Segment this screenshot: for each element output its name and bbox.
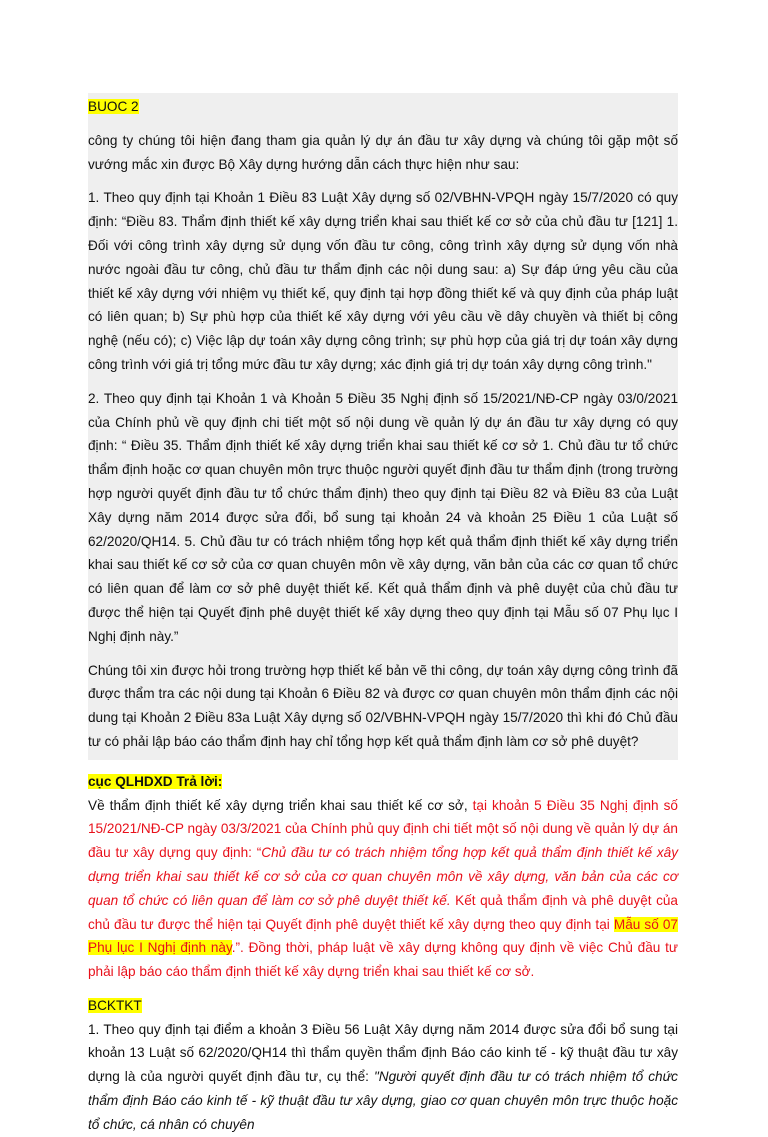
paragraph-2: 2. Theo quy định tại Khoản 1 và Khoản 5 Điều 35 Nghị định số 15/2021/NĐ-CP ngày 03/0/2021 của Chính phủ về quy định chi tiết một số nội dung về quản lý dự án đầu tư xây dựng có quy định: “ Điều 35. Thẩm định thiết kế xây dựng triển khai sau thiết kế cơ sở 1. Chủ đầu tư tổ chức thẩm định hoặc cơ quan chuyên môn trực thuộc người quyết định đầu tư thẩm định (trong trường hợp người quyết định đầu tư tổ chức thẩm định) theo quy định tại Điều 82 và Điều 83 của Luật Xây dựng năm 2014 được sửa đổi, bổ sung tại khoản 24 và khoản 25 Điều 1 của Luật số 62/2020/QH14. 5. Chủ đầu tư có trách nhiệm tổng hợp kết quả thẩm định thiết kế xây dựng triển khai sau thiết kế cơ sở của cơ quan chuyên môn về xây dựng, văn bản của các cơ quan tổ chức có liên quan để làm cơ sở phê duyệt thiết kế. Kết quả thẩm định và phê duyệt của chủ đầu tư được thể hiện tại Quyết định phê duyệt thiết kế xây dựng theo quy định tại Mẫu số 07 Phụ lục I Nghị định này.” xyxy=(88,390,678,644)
answer-closing: .”. Đồng thời, pháp luật về xây dựng không quy định về việc Chủ đầu tư phải lập báo cáo thẩm định thiết kế xây dựng triển khai sau thiết kế cơ sở. xyxy=(88,940,678,980)
document-body xyxy=(88,93,678,1137)
answer-paragraph xyxy=(88,794,678,984)
question-section xyxy=(88,93,678,760)
bcktkt-paragraph xyxy=(88,1018,678,1137)
answer-reference: tại khoản 5 Điều 35 Nghị định số 15/2021/NĐ-CP ngày 03/3/2021 của Chính phủ quy định chi tiết một số nội dung về quản lý dự án đầu tư xây dựng quy định: “ xyxy=(88,797,678,861)
answer-quote-tail: Kết quả thẩm định và phê duyệt của chủ đầu tư được thể hiện tại Quyết định phê duyệt thiết kế xây dựng theo quy định tại xyxy=(88,892,678,932)
answer-lead: Về thẩm định thiết kế xây dựng triển khai sau thiết kế cơ sở, xyxy=(88,797,473,813)
answer-heading: cục QLHDXD Trả lời: xyxy=(88,773,223,789)
bcktkt-heading: BCKTKT xyxy=(88,997,142,1013)
answer-quote: Chủ đầu tư có trách nhiệm tổng hợp kết quả thẩm định thiết kế xây dựng triển khai sau thiết kế cơ sở của cơ quan chuyên môn về xây dựng, văn bản của các cơ quan tổ chức có liên quan để làm cơ sở phê duyệt thiết kế. xyxy=(88,845,678,908)
question-paragraph: Chúng tôi xin được hỏi trong trường hợp thiết kế bản vẽ thi công, dự toán xây dựng công trình đã được thẩm tra các nội dung tại Khoản 6 Điều 82 và được cơ quan chuyên môn thẩm định các nội dung tại Khoản 2 Điều 83a Luật Xây dựng số 02/VBHN-VPQH ngày 15/7/2020 thì khi đó Chủ đầu tư có phải lập báo cáo thẩm định hay chỉ tổng hợp kết quả thẩm định làm cơ sở phê duyệt? xyxy=(88,662,678,749)
step-heading: BUOC 2 xyxy=(88,99,139,114)
bcktkt-quote: "Người quyết định đầu tư có trách nhiệm tổ chức thẩm định Báo cáo kinh tế - kỹ thuật đầu tư xây dựng, giao cơ quan chuyên môn trực thuộc hoặc tổ chức, cá nhân có chuyên xyxy=(88,1069,678,1132)
intro-paragraph: công ty chúng tôi hiện đang tham gia quản lý dự án đầu tư xây dựng và chúng tôi gặp một số vướng mắc xin được Bộ Xây dựng hướng dẫn cách thực hiện như sau: xyxy=(88,132,678,172)
bcktkt-text: 1. Theo quy định tại điểm a khoản 3 Điều 56 Luật Xây dựng năm 2014 được sửa đổi bổ sung tại khoản 13 Luật số 62/2020/QH14 thì thẩm quyền thẩm định Báo cáo kinh tế - kỹ thuật đầu tư xây dựng là của người quyết định đầu tư, cụ thể: xyxy=(88,1021,678,1085)
paragraph-1: 1. Theo quy định tại Khoản 1 Điều 83 Luật Xây dựng số 02/VBHN-VPQH ngày 15/7/2020 có quy định: “Điều 83. Thẩm định thiết kế xây dựng triển khai sau thiết kế cơ sở của chủ đầu tư [121] 1. Đối với công trình xây dựng sử dụng vốn đầu tư công, công trình xây dựng sử dụng vốn nhà nước ngoài đầu tư công, chủ đầu tư thẩm định các nội dung sau: a) Sự đáp ứng yêu cầu của thiết kế xây dựng với nhiệm vụ thiết kế, quy định tại hợp đồng thiết kế và quy định của pháp luật có liên quan; b) Sự phù hợp của thiết kế xây dựng với yêu cầu về dây chuyền và thiết bị công nghệ (nếu có); c) Việc lập dự toán xây dựng công trình; sự phù hợp của giá trị dự toán xây dựng công trình với giá trị tổng mức đầu tư xây dựng; xác định giá trị dự toán xây dựng công trình." xyxy=(88,190,678,372)
answer-form-reference: Mẫu số 07 Phụ lục I Nghị định này xyxy=(88,916,678,956)
